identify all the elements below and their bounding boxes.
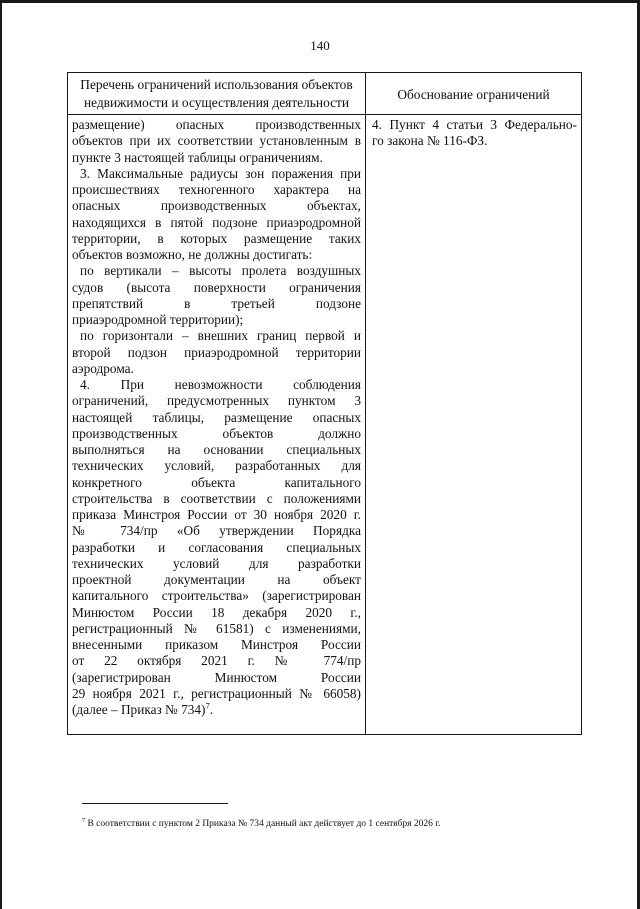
restrictions-line-text: разработки и согласования специальных [72,539,361,555]
restrictions-line [72,653,361,669]
restrictions-line-text: объектов возможно, не должны достигать: [72,247,313,262]
restrictions-text-cell [68,115,366,735]
restrictions-line [72,133,361,149]
restrictions-line-text: строительства в соответствии с положениями [72,490,361,506]
restrictions-line-text: от 22 октября 2021 г. № 774/пр [72,653,361,669]
page-edge-top [0,0,640,3]
restrictions-line-text: ограничений, предусмотренных пунктом 3 [72,393,361,409]
restrictions-line-text: регистрационный № 61581) с изменениями, [72,620,361,636]
restrictions-line [72,426,361,442]
restrictions-line [72,702,361,718]
restrictions-line [72,328,361,344]
restrictions-line-text: происшествиях техногенного характера на [72,182,361,197]
restrictions-line-text: находящихся в пятой подзоне приаэродромной [72,214,361,230]
footnote [82,819,440,829]
restrictions-line [72,621,361,637]
restrictions-line-text: приказа Минстроя России от 30 ноября 2020 г. [72,507,361,522]
restrictions-line-text: 29 ноября 2021 г., регистрационный № 66058) [72,685,361,701]
restrictions-line-text: технических условий для разработки [72,555,361,571]
restrictions-line-text: (далее – Приказ № 734) [72,702,206,717]
restrictions-line [72,686,361,702]
restrictions-line [72,263,361,279]
restrictions-line-text: пункте 3 настоящей таблицы ограничениям. [72,149,323,165]
restrictions-line-text: второй подзон приаэродромной территории [72,344,361,360]
restrictions-line-text: (зарегистрирован Минюстом России [72,669,361,685]
page-number: 140 [310,38,330,53]
restrictions-line-text: судов (высота поверхности ограничения [72,279,361,295]
justification-line-text: 4. Пункт 4 статьи 3 Федерально- [372,117,577,132]
restrictions-line [72,458,361,474]
restrictions-line [72,670,361,686]
page-edge-left [0,0,2,909]
justification-text-cell [366,115,582,735]
restrictions-line [72,523,361,539]
restrictions-line-text: внесенными приказом Минстроя России [72,637,361,652]
restrictions-line-tail: . [209,702,214,717]
restrictions-line-text: производственных объектов должно [72,425,361,441]
restrictions-line-text: по вертикали – высоты пролета воздушных [80,263,361,279]
restrictions-line [72,556,361,572]
restrictions-line [72,393,361,409]
restrictions-line [72,377,361,393]
restrictions-line [72,507,361,523]
restrictions-line [72,345,361,361]
restrictions-line [72,605,361,621]
restrictions-line [72,280,361,296]
restrictions-line [72,442,361,458]
restrictions-line-text: 4. При невозможности соблюдения [80,377,361,392]
justification-line-text: го закона № 116-ФЗ. [372,133,488,149]
restrictions-line [72,361,361,377]
restrictions-line-text: № 734/пр «Об утверждении Порядка [72,523,361,539]
restrictions-line-text: территории, в которых размещение таких [72,230,361,246]
restrictions-line [72,296,361,312]
restrictions-line [72,491,361,507]
restrictions-line [72,588,361,604]
restrictions-line-text: настоящей таблицы, размещение опасных [72,409,361,425]
restrictions-line [72,117,361,133]
footnote-separator [82,803,228,804]
restrictions-line-text: размещение) опасных производственных [72,117,361,132]
restrictions-line [72,198,361,214]
restrictions-line-text: по горизонтали – внешних границ первой и [80,328,361,344]
restrictions-line-text: препятствий в третьей подзоне [72,295,361,311]
footnote-reference: 7 [205,700,210,711]
restrictions-line [72,231,361,247]
restrictions-line-text: приаэродромной территории); [72,312,244,327]
header-cell-restrictions [68,73,366,115]
restrictions-line-text: аэродрома. [72,360,134,376]
restrictions-line-text: проектной документации на объект [72,572,361,587]
restrictions-line [72,540,361,556]
restrictions-line [72,637,361,653]
justification-line [372,133,577,149]
header-left-line-1: Перечень ограничений использования объектов [80,77,353,92]
header-cell-justification: Обоснование ограничений [366,73,582,115]
restrictions-line [72,410,361,426]
restrictions-line [72,166,361,182]
restrictions-line [72,182,361,198]
restrictions-line [72,150,361,166]
restrictions-line-text: объектов при их соответствии установленным в [72,133,361,149]
restrictions-line-text: технических условий, разработанных для [72,458,361,474]
restrictions-line-text: капитального строительства» (зарегистрирован [72,588,361,604]
restrictions-line-text: опасных производственных объектах, [72,198,361,214]
restrictions-line [72,215,361,231]
restrictions-line-text: Минюстом России 18 декабря 2020 г., [72,604,361,620]
restrictions-line-text: 3. Максимальные радиусы зон поражения при [80,165,361,181]
table-row [68,115,582,735]
restrictions-table [67,72,582,735]
restrictions-line [72,312,361,328]
restrictions-line [72,475,361,491]
footnote-marker: 7 [82,817,86,824]
restrictions-line [72,247,361,263]
restrictions-line-text: выполняться на основании специальных [72,442,361,457]
restrictions-line [72,572,361,588]
restrictions-line-text: конкретного объекта капитального [72,474,361,490]
table-header-row [68,73,582,115]
justification-line [372,117,577,133]
header-left-line-2: недвижимости и осуществления деятельности [83,95,350,110]
footnote-text: В соответствии с пунктом 2 Приказа № 734 данный акт действует до 1 сентября 2026 г. [85,819,441,829]
